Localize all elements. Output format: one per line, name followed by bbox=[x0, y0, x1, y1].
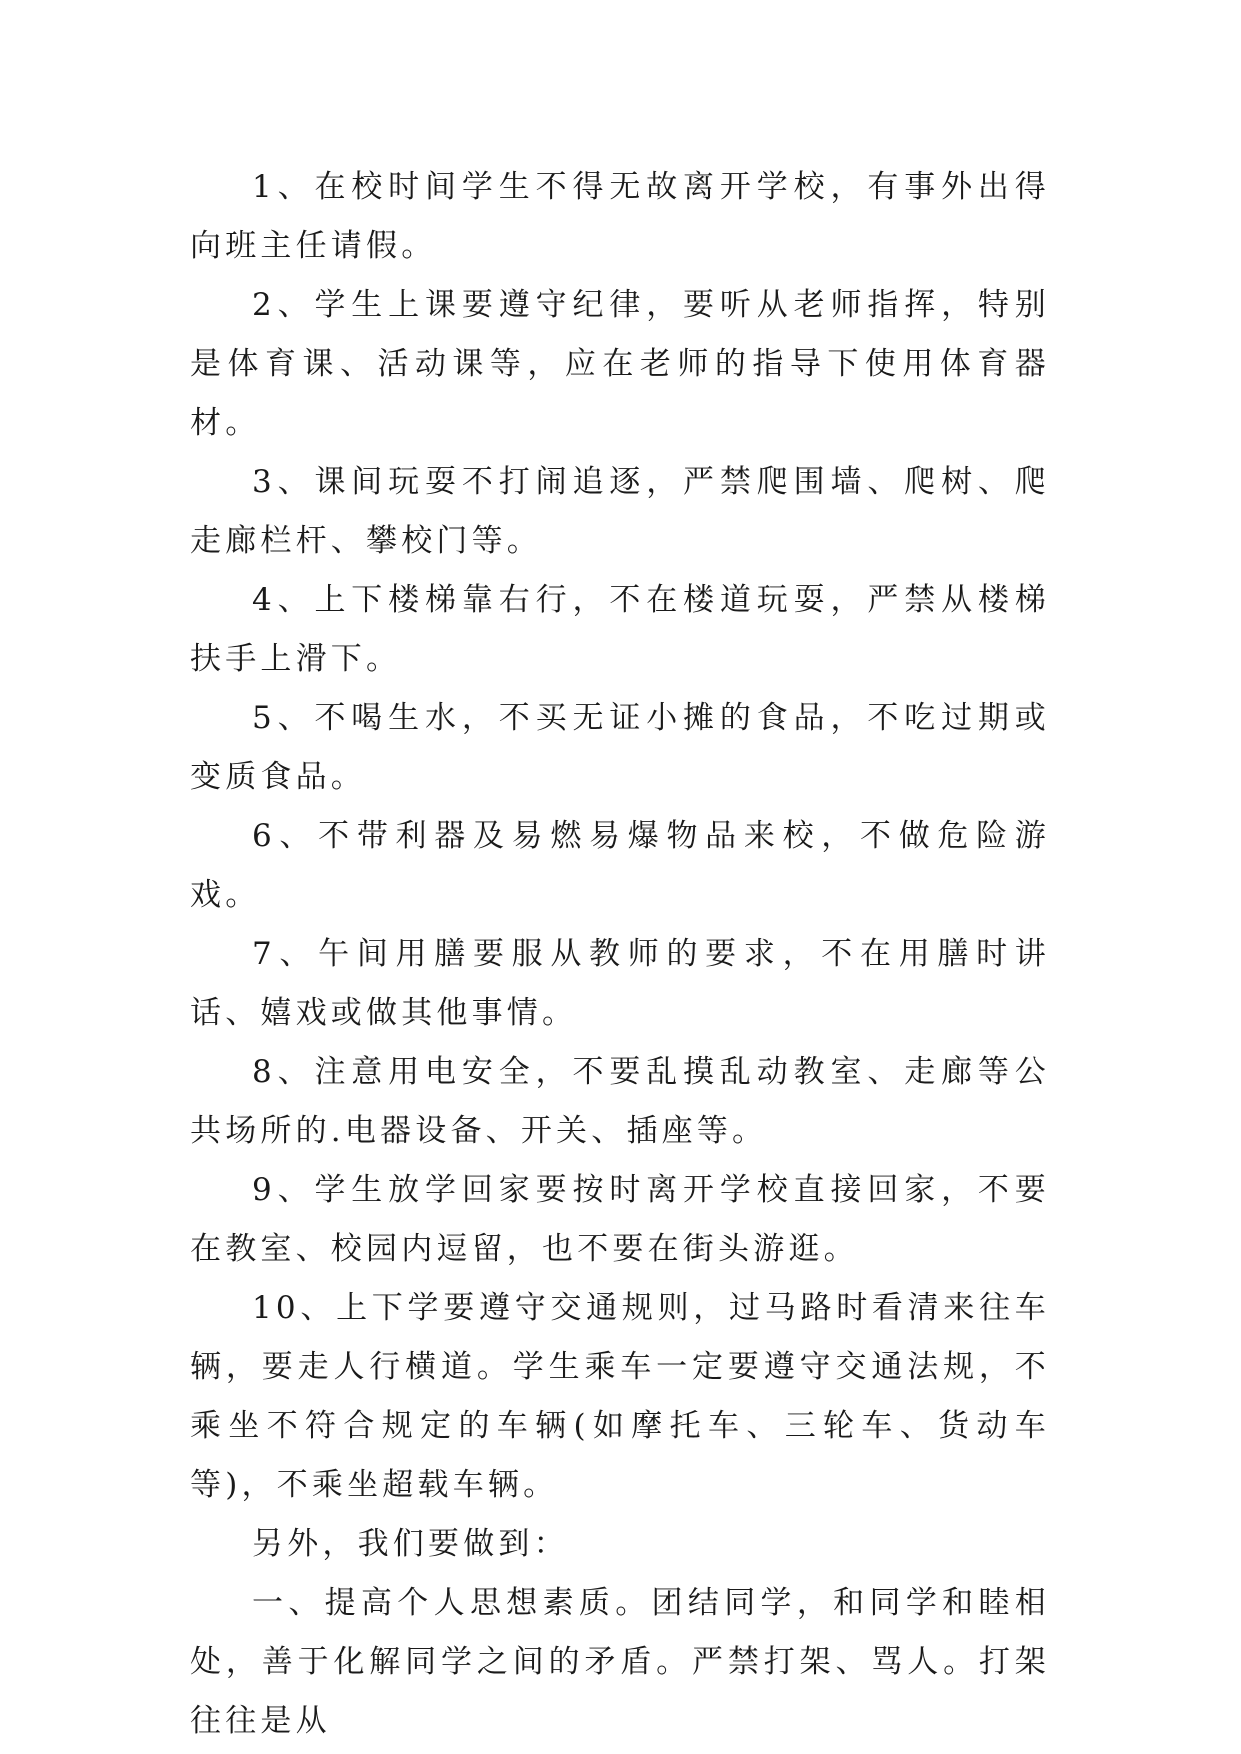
rule-4: 4、上下楼梯靠右行，不在楼道玩耍，严禁从楼梯扶手上滑下。 bbox=[190, 582, 1050, 677]
rule-1: 1、在校时间学生不得无故离开学校，有事外出得向班主任请假。 bbox=[190, 169, 1050, 264]
rule-6: 6、不带利器及易燃易爆物品来校，不做危险游戏。 bbox=[190, 818, 1050, 913]
rule-3: 3、课间玩耍不打闹追逐，严禁爬围墙、爬树、爬走廊栏杆、攀校门等。 bbox=[190, 464, 1050, 559]
rule-2: 2、学生上课要遵守纪律，要听从老师指挥，特别是体育课、活动课等，应在老师的指导下使用体育器材。 bbox=[190, 287, 1050, 441]
additional-item-1: 一、提高个人思想素质。团结同学，和同学和睦相处，善于化解同学之间的矛盾。严禁打架、骂人。打架往往是从 bbox=[190, 1585, 1050, 1739]
rule-7: 7、午间用膳要服从教师的要求，不在用膳时讲话、嬉戏或做其他事情。 bbox=[190, 936, 1050, 1031]
additional-intro: 另外，我们要做到： bbox=[252, 1526, 569, 1562]
rule-5: 5、不喝生水，不买无证小摊的食品，不吃过期或变质食品。 bbox=[190, 700, 1050, 795]
document-body bbox=[190, 158, 1050, 1751]
rule-8: 8、注意用电安全，不要乱摸乱动教室、走廊等公共场所的.电器设备、开关、插座等。 bbox=[190, 1054, 1050, 1149]
rule-10: 10、上下学要遵守交通规则，过马路时看清来往车辆，要走人行横道。学生乘车一定要遵守交通法规，不乘坐不符合规定的车辆(如摩托车、三轮车、货动车等)，不乘坐超载车辆。 bbox=[190, 1290, 1050, 1503]
rule-9: 9、学生放学回家要按时离开学校直接回家，不要在教室、校园内逗留，也不要在街头游逛。 bbox=[190, 1172, 1050, 1267]
